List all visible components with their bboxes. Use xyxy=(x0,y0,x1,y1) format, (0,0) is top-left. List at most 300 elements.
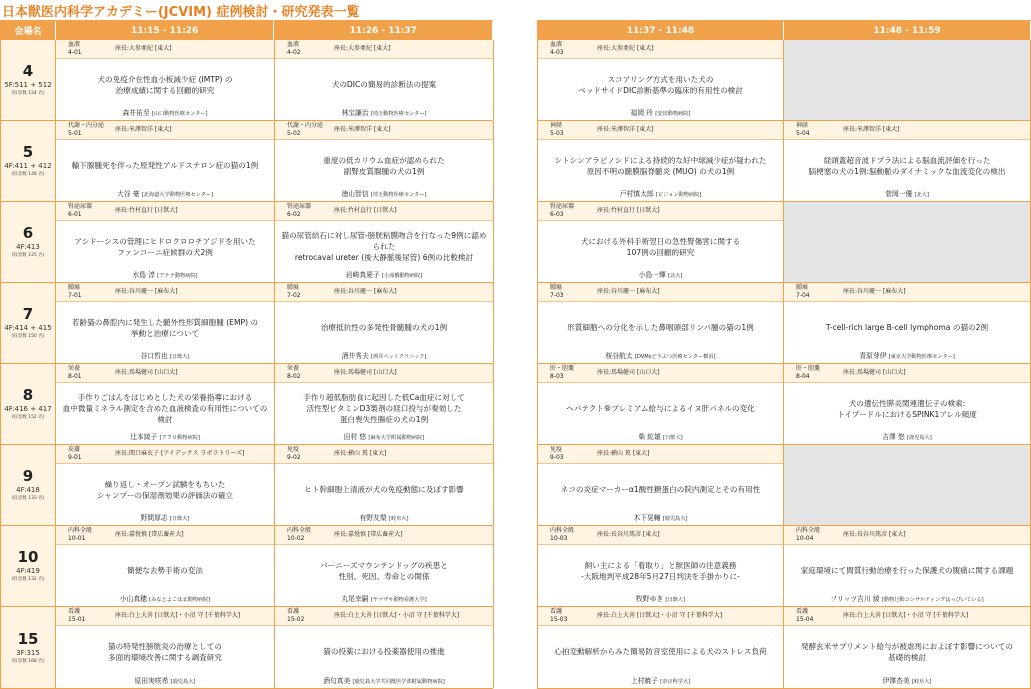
title-line: 飼い主による「看取り」と獣医師の注意義務 xyxy=(584,560,737,570)
presenter xyxy=(275,593,493,603)
header-venue: 会場名 xyxy=(1,21,56,40)
presenter-affiliation: [日獣大] xyxy=(169,516,190,522)
presenter-affiliation: [ヤマザキ動物看護大学] xyxy=(370,597,427,603)
presenter-name: 酒匂真美 xyxy=(323,677,351,685)
presentation-cell xyxy=(56,40,275,120)
title-line: バーニーズマウンテンドッグの疾患と xyxy=(320,560,448,570)
category-label: 免疫 xyxy=(550,446,563,453)
title-line: 犬における外科手術翌日の急性腎傷害に関する xyxy=(580,236,741,246)
presenter xyxy=(538,675,783,685)
chair-label: 座長:嘉悦慎 [帯広畜産大] xyxy=(115,531,184,538)
category-code xyxy=(56,526,111,544)
category-code xyxy=(275,445,330,463)
presenter-name: 原田実咲希 xyxy=(134,677,169,685)
presentation-title xyxy=(538,59,783,105)
venue-number: 7 xyxy=(22,305,34,323)
title-line: 治療成績に関する回顧的研究 xyxy=(115,85,215,95)
chair-label: 座長:谷川慶一 [麻布大] xyxy=(843,288,906,295)
chair-label: 座長:関口麻衣子 [アイデックス ラボラトリーズ] xyxy=(115,450,245,457)
chair-label: 座長:竹村直行 [日獣大] xyxy=(597,207,660,214)
presenter-name: 水島 淳 xyxy=(132,271,155,279)
title-line: 血中微量ミネラル測定を含めた血液検査の有用性についての検討 xyxy=(62,404,268,424)
presenter xyxy=(275,107,493,117)
presenter xyxy=(275,188,493,198)
chair-label: 座長:長谷川篤彦 [東大] xyxy=(597,531,660,538)
presenter-affiliation: [アフロ動物病院] xyxy=(159,435,200,441)
category-code xyxy=(538,364,593,382)
cell-header xyxy=(56,364,274,383)
presentation-title xyxy=(784,302,1030,348)
venue-cell xyxy=(1,283,56,363)
venue-cell xyxy=(1,607,56,688)
presentation-title xyxy=(56,383,274,429)
presenter-name: 林宝謙治 xyxy=(341,109,369,117)
presentation-cell xyxy=(56,607,275,688)
schedule-row xyxy=(538,445,1031,526)
cell-header xyxy=(538,202,783,221)
presentation-cell xyxy=(56,364,275,444)
title-line: 手作りごはんをはじめとした犬の栄養指導における xyxy=(77,393,253,402)
presenter xyxy=(56,675,274,685)
presenter xyxy=(538,431,783,441)
schedule-row xyxy=(1,202,493,283)
venue-number: 8 xyxy=(22,386,34,404)
header-row xyxy=(1,21,493,40)
presentation-title xyxy=(56,221,274,267)
title-line: 重度の低カリウム血症が認められた xyxy=(323,155,445,165)
presentation-title xyxy=(56,140,274,186)
presenter-name: 柴 紘雄 xyxy=(638,433,661,441)
presenter-name: 上村暁子 xyxy=(630,677,658,685)
presenter-affiliation: [北大] xyxy=(914,192,929,198)
title-line: ベッドサイドDIC診断基準の臨床的有用性の検討 xyxy=(578,85,743,95)
title-line: アシドーシスの管理にヒドロクロロチアジドを用いた xyxy=(74,236,256,246)
cell-header xyxy=(538,364,783,383)
presenter xyxy=(538,269,783,279)
presenter xyxy=(538,593,783,603)
venue-room: 4F:419 xyxy=(16,567,40,575)
presentation-code: 4-01 xyxy=(68,49,82,56)
title-line: 簡便な去勢手術の変法 xyxy=(127,566,203,575)
category-code xyxy=(538,445,593,463)
presentation-title xyxy=(538,626,783,672)
category-label: 腎泌尿器 xyxy=(550,203,575,210)
chair-label: 座長:谷川慶一 [麻布大] xyxy=(115,288,178,295)
category-label: 看護 xyxy=(68,608,81,615)
cell-header xyxy=(275,283,493,302)
category-code xyxy=(538,607,593,625)
category-label: 皮膚 xyxy=(68,446,81,453)
venue-cell xyxy=(1,121,56,201)
venue-cell xyxy=(1,526,56,606)
category-code xyxy=(538,526,593,544)
presentation-title xyxy=(56,59,274,105)
presentation-code: 9-01 xyxy=(68,454,82,461)
cell-header xyxy=(275,364,493,383)
title-line: スコアリング方式を用いた犬の xyxy=(607,74,714,84)
schedule-row xyxy=(538,364,1031,445)
presenter-name: 菅岡一優 xyxy=(885,190,913,198)
presentation-cell xyxy=(56,526,275,606)
category-label: 代謝・内分泌 xyxy=(287,122,324,129)
title-line: ファンコーニ症候群の犬2例 xyxy=(117,247,213,257)
presenter-affiliation: [埼玉動物医療センター] xyxy=(370,192,427,198)
category-code xyxy=(784,526,839,544)
category-label: 栄養 xyxy=(287,365,300,372)
venue-capacity: (収容数 148 名) xyxy=(11,172,45,177)
chair-label: 座長:白上大善 [日獣大]・小沼 守 [千葉科学大] xyxy=(115,612,241,619)
venue-cell xyxy=(1,202,56,282)
presenter-affiliation: [鹿児島大] xyxy=(906,435,932,441)
category-label: 代謝・内分泌 xyxy=(68,122,105,129)
presenter-affiliation: [アテナ動物病院] xyxy=(157,273,198,279)
presentation-title xyxy=(275,383,493,429)
cell-header xyxy=(784,364,1030,383)
presenter-affiliation: [日獣大] xyxy=(663,435,683,441)
presentation-code: 7-04 xyxy=(796,292,810,299)
title-line: 治療抵抗性の多発性骨髄腫の犬の1例 xyxy=(320,323,448,332)
presentation-title xyxy=(56,545,274,591)
category-code xyxy=(56,121,111,139)
title-line: トイプードルにおけるSPINK1アレル頻度 xyxy=(837,409,977,419)
category-label: 内科全般 xyxy=(796,527,821,534)
presentation-cell xyxy=(538,445,784,525)
title-line: ヘパテクト®プレミアム給与によるイヌ肝パネルの変化 xyxy=(566,404,755,413)
presenter xyxy=(275,350,493,360)
presentation-cell xyxy=(784,283,1031,363)
presenter-name: フリッツ吉川 綾 xyxy=(830,595,880,603)
presenter-affiliation: [東京大学動物医療センター] xyxy=(888,354,955,360)
venue-capacity: (収容数 125 名) xyxy=(11,253,45,258)
presentation-code: 5-03 xyxy=(550,130,564,137)
presenter-name: 徳山智信 xyxy=(341,190,369,198)
category-code xyxy=(784,283,839,301)
venue-room: 3F:315 xyxy=(16,648,40,657)
cell-header xyxy=(56,526,274,545)
presenter xyxy=(56,512,274,522)
presenter xyxy=(784,593,1030,603)
chair-label: 座長:米澤智洋 [東大] xyxy=(115,126,172,133)
category-label: 神経 xyxy=(796,122,809,129)
cell-header xyxy=(784,526,1030,545)
schedule-table-left xyxy=(0,20,493,689)
presentation-title xyxy=(275,626,493,672)
schedule-row xyxy=(1,40,493,121)
presenter-affiliation: [DVMsどうぶつ医療センター横浜] xyxy=(634,354,716,360)
cell-header xyxy=(275,445,493,464)
presenter-affiliation: [岐阜大] xyxy=(388,516,409,522)
category-label: 看護 xyxy=(287,608,300,615)
presentation-code: 10-03 xyxy=(550,535,568,542)
title-line: 猫の尿管結石に対し尿管-膀胱粘膜吻合を行なった9例に認められた xyxy=(281,231,487,251)
presenter xyxy=(56,188,274,198)
cell-header xyxy=(538,607,783,626)
cell-header xyxy=(275,121,493,140)
presentation-code: 9-03 xyxy=(550,454,564,461)
header-row xyxy=(538,21,1031,40)
presenter xyxy=(538,350,783,360)
cell-header xyxy=(56,202,274,221)
presenter-name: 酒井秀夫 xyxy=(341,352,369,360)
schedule-row xyxy=(1,526,493,607)
schedule-row xyxy=(538,526,1031,607)
title-line: 原因不明の髄膜脳脊髄炎 (MUO) の犬の1例 xyxy=(586,166,735,176)
presenter-name: 福岡 玲 xyxy=(630,109,654,117)
cell-header xyxy=(275,526,493,545)
category-label: 血液 xyxy=(287,41,300,48)
category-code xyxy=(275,40,330,58)
presentation-code: 6-02 xyxy=(287,211,301,218)
presentation-cell xyxy=(56,202,275,282)
empty-slot xyxy=(784,445,1031,525)
presentation-title xyxy=(784,140,1030,186)
chair-label: 座長:大参亜紀 [東大] xyxy=(597,45,654,52)
presenter-name: 伊澤杏美 xyxy=(882,677,910,685)
presenter xyxy=(56,593,274,603)
presentation-title xyxy=(56,464,274,510)
category-code xyxy=(275,526,330,544)
presentation-cell xyxy=(538,526,784,606)
presenter-affiliation: [ピジョン動物病院] xyxy=(655,192,702,198)
presenter-affiliation: [みなとよこはま動物病院] xyxy=(149,597,211,603)
title-line: 蛋白喪失性腸症の犬の1例 xyxy=(339,415,429,424)
venue-capacity: (収容数 168 名) xyxy=(11,658,45,664)
presenter-affiliation: [動物行動コンサルティングはっぴいている] xyxy=(881,597,984,603)
presentation-title xyxy=(275,302,493,348)
chair-label: 座長:谷川慶一 [麻布大] xyxy=(334,288,397,295)
presenter xyxy=(56,350,274,360)
presenter xyxy=(538,512,783,522)
presentation-title xyxy=(538,140,783,186)
category-label: 看護 xyxy=(550,608,563,615)
presentation-code: 7-01 xyxy=(68,292,82,299)
schedule-row xyxy=(538,40,1031,121)
category-code xyxy=(56,607,111,625)
chair-label: 座長:大参亜紀 [東大] xyxy=(334,45,391,52)
title-line: 犬のDICの簡易的診断法の提案 xyxy=(331,80,437,89)
presentation-cell xyxy=(538,283,784,363)
venue-number: 10 xyxy=(17,548,39,566)
presentation-title xyxy=(784,383,1030,429)
title-line: 犬の遺伝性膵炎関連遺伝子の検索: xyxy=(848,398,966,408)
category-code xyxy=(784,607,839,625)
presenter-name: 大谷 豪 xyxy=(116,190,140,198)
chair-label: 座長:米澤智洋 [東大] xyxy=(597,126,654,133)
presenter-affiliation: [安田動物病院] xyxy=(655,111,691,117)
presentation-code: 15-04 xyxy=(796,616,814,623)
chair-label: 座長:竹村直行 [日獣大] xyxy=(115,207,178,214)
category-label: 神経 xyxy=(550,122,563,129)
presenter-affiliation: [日獣大] xyxy=(169,354,190,360)
presentation-title xyxy=(538,221,783,267)
chair-label: 座長:馬場健司 [山口大] xyxy=(597,369,660,376)
title-line: retrocaval ureter (後大静脈後尿管) 6例の比較検討 xyxy=(294,253,474,262)
presentation-title xyxy=(784,545,1030,591)
chair-label: 座長:谷川慶一 [麻布大] xyxy=(597,288,660,295)
schedule-row xyxy=(1,445,493,526)
venue-room: 4F:413 xyxy=(16,243,40,251)
cell-header xyxy=(275,202,493,221)
chair-label: 座長:白上大善 [日獣大]・小沼 守 [千葉科学大] xyxy=(843,612,969,619)
schedule-row xyxy=(538,202,1031,283)
presentation-cell xyxy=(275,283,494,363)
cell-header xyxy=(56,607,274,626)
venue-room: 4F:418 xyxy=(16,486,40,494)
presenter-name: 青原芽伊 xyxy=(859,352,887,360)
title-line: 活性型ビタミンD3製剤の経口投与が奏効した xyxy=(306,404,462,413)
schedule-table-right xyxy=(537,20,1031,689)
category-code xyxy=(538,121,593,139)
title-line: 猫の特発性膀胱炎の治療としての xyxy=(108,641,222,651)
presenter-name: 牧野ゆき xyxy=(636,595,664,603)
presenter-affiliation: [鹿児島大学共同獣医学部附属動物病院] xyxy=(352,679,445,685)
title-line: 心拍変動解析からみた簡易防音室使用による犬のストレス負荷 xyxy=(554,647,767,656)
category-code xyxy=(275,364,330,382)
presentation-cell xyxy=(538,202,784,282)
presenter-name: 辻本綾子 xyxy=(130,433,158,441)
presenter xyxy=(538,188,783,198)
presentation-cell xyxy=(538,607,784,688)
presenter xyxy=(56,269,274,279)
schedule-row xyxy=(538,607,1031,689)
title-line: 繰り返し・オープン試験をもちいた xyxy=(104,479,226,489)
presentation-code: 6-03 xyxy=(550,211,564,218)
category-code xyxy=(275,607,330,625)
presenter-name: 田村 悠 xyxy=(343,433,367,441)
presenter-affiliation: [埼玉動物医療センター] xyxy=(370,111,427,117)
venue-capacity: (収容数 124 名) xyxy=(11,91,45,96)
chair-label: 座長:横山 篤 [東大] xyxy=(334,450,387,457)
chair-label: 座長:白上大善 [日獣大]・小沼 守 [千葉科学大] xyxy=(597,612,723,619)
presentation-cell xyxy=(275,40,494,120)
empty-slot xyxy=(784,40,1031,120)
venue-room: 4F:414 + 415 xyxy=(4,324,52,332)
category-label: 免疫 xyxy=(287,446,300,453)
title-line: 副腎皮質腺腫の犬の1例 xyxy=(343,166,425,176)
schedule-row xyxy=(1,607,493,689)
title-line: 挙動と治療について xyxy=(130,328,200,338)
category-label: 腎泌尿器 xyxy=(287,203,312,210)
venue-room: 4F:411 + 412 xyxy=(4,162,52,170)
venue-room: 4F:416 + 417 xyxy=(4,405,52,413)
cell-header xyxy=(275,40,493,59)
presentation-code: 4-02 xyxy=(287,49,301,56)
presentation-code: 5-04 xyxy=(796,130,810,137)
category-code xyxy=(275,121,330,139)
presenter xyxy=(56,107,274,117)
presentation-cell xyxy=(538,364,784,444)
presenter xyxy=(538,107,783,117)
cell-header xyxy=(784,283,1030,302)
venue-capacity: (収容数 152 名) xyxy=(11,415,45,420)
title-line: 経頭蓋超音波ドプラ法による脳血流評価を行った xyxy=(823,155,991,165)
presenter xyxy=(275,431,493,441)
cell-header xyxy=(56,283,274,302)
schedule-row xyxy=(1,364,493,445)
venue-number: 9 xyxy=(22,467,34,485)
title-line: 猫の投薬における投薬器使用の推進 xyxy=(323,647,445,656)
title-line: 性別、死因、寿命との関係 xyxy=(338,571,430,581)
cell-header xyxy=(56,40,274,59)
presentation-code: 10-02 xyxy=(287,535,305,542)
presentation-cell xyxy=(784,364,1031,444)
presentation-title xyxy=(275,140,493,186)
title-line: 家庭環境にて間質行動治療を行った保護犬の腹痛に関する課題 xyxy=(800,566,1014,575)
presenter-name: 森井祐至 xyxy=(122,109,150,117)
chair-label: 座長:白上大善 [日獣大]・小沼 守 [千葉科学大] xyxy=(334,612,460,619)
venue-room: 5F:511 + 512 xyxy=(4,81,52,89)
venue-capacity: (収容数 150 名) xyxy=(11,334,45,339)
cell-header xyxy=(56,121,274,140)
presenter-name: 小山真穂 xyxy=(119,595,147,603)
category-code xyxy=(275,202,330,220)
category-code xyxy=(56,445,111,463)
presenter xyxy=(784,350,1030,360)
header-slot: 11:26 - 11:37 xyxy=(274,21,493,40)
schedule-row xyxy=(1,283,493,364)
cell-header xyxy=(538,121,783,140)
cell-header xyxy=(538,40,783,59)
title-line: 手作り超低脂肪食に起因した低Ca血症に対して xyxy=(303,393,465,402)
presenter-affiliation: [酒井ペットクリニック] xyxy=(370,354,427,360)
presenter-affiliation: [帝京科学大] xyxy=(660,679,691,685)
presentation-code: 6-01 xyxy=(68,211,82,218)
presentation-code: 7-03 xyxy=(550,292,564,299)
category-code xyxy=(784,364,839,382)
category-label: 内科全般 xyxy=(68,527,93,534)
title-line: T-cell-rich large B-cell lymphoma の猫の2例 xyxy=(825,323,989,332)
category-label: 内科全般 xyxy=(550,527,575,534)
category-label: 腫瘍 xyxy=(550,284,563,291)
presenter-affiliation: [山口動物医療センター] xyxy=(151,111,208,117)
presentation-cell xyxy=(784,526,1031,606)
presentation-title xyxy=(538,464,783,510)
chair-label: 座長:馬場健司 [山口大] xyxy=(115,369,178,376)
presenter xyxy=(784,675,1030,685)
presentation-code: 9-02 xyxy=(287,454,301,461)
presentation-title xyxy=(56,626,274,672)
chair-label: 座長:米澤智洋 [東大] xyxy=(334,126,391,133)
presentation-title xyxy=(275,59,493,105)
chair-label: 座長:馬場健司 [山口大] xyxy=(334,369,397,376)
presentation-title xyxy=(275,464,493,510)
cell-header xyxy=(538,526,783,545)
presentation-code: 10-01 xyxy=(68,535,86,542)
category-label: 腫瘍 xyxy=(796,284,809,291)
presentation-cell xyxy=(56,283,275,363)
presentation-code: 8-02 xyxy=(287,373,301,380)
presenter xyxy=(784,188,1030,198)
title-line: 107例の回顧的研究 xyxy=(626,247,695,257)
category-code xyxy=(784,121,839,139)
presentation-code: 7-02 xyxy=(287,292,301,299)
presenter-name: 木下晃輔 xyxy=(633,514,661,522)
presenter-name: 小島一輝 xyxy=(638,271,666,279)
chair-label: 座長:馬場健司 [山口大] xyxy=(843,369,906,376)
presenter xyxy=(56,431,274,441)
cell-header xyxy=(784,121,1030,140)
venue-number: 5 xyxy=(22,143,34,161)
category-code xyxy=(56,202,111,220)
schedule-row xyxy=(538,121,1031,202)
category-code xyxy=(275,283,330,301)
chair-label: 座長:米澤智洋 [東大] xyxy=(843,126,900,133)
presenter-name: 谷口哲也 xyxy=(140,352,168,360)
schedule-row xyxy=(538,283,1031,364)
presentation-cell xyxy=(784,607,1031,688)
presenter-name: 丸尾幸嗣 xyxy=(341,595,369,603)
category-label: 腫瘍 xyxy=(68,284,81,291)
